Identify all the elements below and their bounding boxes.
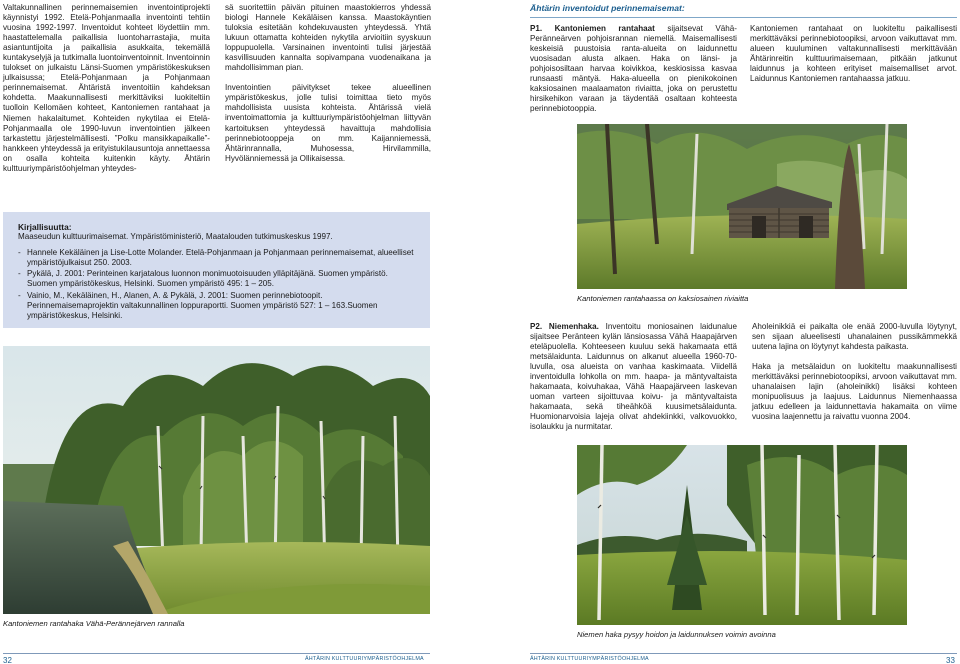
left-footer-title: ÄHTÄRIN KULTTUURIYMPÄRISTÖOHJELMA bbox=[305, 656, 424, 662]
literature-lead: Maaseudun kulttuurimaisemat. Ympäristöministeriö, Maatalouden tutkimuskeskus 1997. bbox=[18, 232, 333, 242]
left-footer-rule bbox=[3, 653, 430, 654]
left-column-2-text bbox=[225, 3, 431, 164]
p2-column-2 bbox=[752, 322, 957, 422]
section-heading: Ähtärin inventoidut perinnemaisemat: bbox=[530, 3, 685, 13]
right-footer-title: ÄHTÄRIN KULTTUURIYMPÄRISTÖOHJELMA bbox=[530, 656, 649, 662]
p2-col2-paragraph-1: Aholeinikkiä ei paikalta ole enää 2000-luvulla löytynyt, sen sijaan alueelisesti uhanalainen pussikämmekkä uutena lajina on löytynyt kahdesta paikasta. bbox=[752, 322, 957, 352]
p1-paragraph bbox=[530, 24, 737, 114]
p1-label: P1. Kantoniemen rantahaat bbox=[530, 24, 655, 33]
literature-item: - Pykälä, J. 2001: Perinteinen karjatalous luonnon monimuotoisuuden ylläpitäjänä. Suomen ympäristö. Suomen ympäristökeskus, Helsinki. Suomen ympäristö 495: 1 – 205. bbox=[18, 269, 415, 289]
section-heading-rule bbox=[530, 17, 957, 18]
open-pasture-photo-caption: Niemen haka pysyy hoidon ja laidunnuksen voimin avoinna bbox=[577, 630, 776, 639]
p1-column-2 bbox=[750, 24, 957, 84]
left-page-number: 32 bbox=[3, 656, 12, 664]
p1-text: sijaitsevat Vähä-Peränneärven pohjoisrannan niemellä. Maisemallisesti keskeisiä puustoisia ranta-alueita on laidunnettu vuosisadan alusta alkaen. Haka on länsi- ja pohjoisosiltaan harvaa koivikkoa, keskiosissa kasvaa runsaasti mäntyä. Haka-alueella on pienikokoinen kaksiosainen maalaamaton riviaitta, joka on perustettu hirsikehikon varaan ja täydentää osaltaan kohteesta perinnebiotooppia. bbox=[530, 24, 737, 114]
p1-col2-paragraph: Kantoniemen rantahaat on luokiteltu paikallisesti merkittäväksi perinnebiotoopiksi, arvoon vaikuttavat mm. alueen kuuluminen valtakunnallisesti merkittävään Ähtärinreitin kulttuurimaisemaan, pitkään jatkunut laidunnus ja kohteen erityiset maisemalliset arvot. Laidunnus Kantoniemen rantahaassa jatkuu. bbox=[750, 24, 957, 84]
literature-list bbox=[18, 248, 415, 321]
lakeside-photo-caption: Kantoniemen rantahaka Vähä-Perännejärven rannalla bbox=[3, 619, 185, 628]
p1-column-1 bbox=[530, 24, 737, 114]
right-page-number: 33 bbox=[946, 656, 955, 664]
literature-item: - Hannele Kekäläinen ja Lise-Lotte Molander. Etelä-Pohjanmaan ja Pohjanmaan perinnemaisemat, alueelliset ympäristöjulkaisut 250. 2003. bbox=[18, 248, 415, 268]
left-col2-paragraph-1: sä suoritettiin päivän pituinen maastokierros yhdessä biologi Hannele Kekäläisen kanssa. Maastokäyntien tuloksia esitetään kohdekuvausten yhteydessä. Yhtä lukuun ottamatta kohteiden nykytila arvioitiin syyskuun loppupuolella. Varsinainen inventointi tulisi järjestää kasvillisuuden kannalta sopivampana vuodenaikana ja mahdollisimman pian. bbox=[225, 3, 431, 73]
right-footer-rule bbox=[530, 653, 957, 654]
p2-text: Inventoitu moniosainen laidunalue sijaitsee Peränteen kylän länsiosassa Vähä Haapajärven eteläpuolella. Kohteeseen kuuluu sekä hakamaata että metsälaiduntа. Laidunnus on alkanut alueella 1960-70-luvulla, osa alueista on vanhaa kaskimaata. Viidellä inventoidulla lohkolla on mm. haapa- ja mäntyvaltaista hakamaata, koivuhakaa, Vähä Haapajärveen laskevan uoman varteen sijoittuvaa koivu- ja mäntyvaltaista hakamaata, sekä tiheähköä kuusimetsälaidunta. Huomionarvoisia lajeja olivat ahdekiinkki, valkovuokko, isolaukku ja nurmitatar. bbox=[530, 322, 737, 432]
left-col1-paragraph: Valtakunnallinen perinnemaisemien inventointiprojekti käynnistyi 1992. Etelä-Pohjanmaalla inventointi tehtiin vuosina 1992-1997. Inventoidut kohteet löydettiin mm. haastattelemalla paikallisia luontoharrastajia, muita asiantuntijoita ja paikallisia asukkaita, tekemällä kuntakyselyjä ja tutkimalla luontoinventoinnit. Inventoinnin tulokset on julkaistu Länsi-Suomen ympäristökeskuksen julkaisussa; Etelä-Pohjanmaan ja Pohjanmaan perinnemaisemat. Ähtäristä inventoitiin kahdeksan kohdetta. Maakunnallisesti merkittäviksi luokiteltiin tuolloin Kellomäen kohteet, Kantoniemen rantahaat ja Niemen hakalaitumet. Kohteiden nykytilaa ei Etelä-Pohjanmaalla ole 1990-luvun inventointien jälkeen tarkastettu järjestelmällisesti. ”Polku mansikkapaikalle”-hankkeen yhteydessä ja erityistukilausuntoja annettaessa on osalla kohteita kuitenkin käyty. Ähtärin kulttuuriympäristöohjelman yhteydes- bbox=[3, 3, 210, 173]
open-pasture-photo bbox=[577, 445, 907, 625]
p2-label: P2. Niemenhaka. bbox=[530, 322, 599, 331]
p2-column-1 bbox=[530, 322, 737, 433]
left-col2-paragraph-2: Inventointien päivitykset tekee alueellinen ympäristökeskus, jolle tulisi toimittaa tieto myös mahdollisista uusista kohteista. Ähtärissä vielä inventoimattomia ja kulttuuriympäristöohjelman liittyvän kartoituksen yhteydessä havaittuja mahdollisia perinnebiotooppeja on mm. Kaijanniemessä, Ähtärinrannalla, Muhosessa, Hirvilammilla, Hyvölänniemessä ja Ollikaisessa. bbox=[225, 83, 431, 163]
literature-box bbox=[3, 212, 430, 328]
p2-paragraph bbox=[530, 322, 737, 433]
literature-title: Kirjallisuutta: bbox=[18, 222, 72, 232]
left-column-1-text bbox=[3, 3, 210, 174]
storehouse-photo-caption: Kantoniemen rantahaassa on kaksiosainen riviaitta bbox=[577, 294, 749, 303]
lakeside-pasture-photo bbox=[3, 346, 430, 614]
storehouse-pasture-photo bbox=[577, 124, 907, 289]
literature-item: - Vainio, M., Kekäläinen, H., Alanen, A. & Pykälä, J. 2001: Suomen perinnebiotoopit. Perinnemaisemaprojektin valtakunnallinen loppuraportti. Suomen ympäristö 527: 1 – 163.Suomen ympäristökeskus, Helsinki. bbox=[18, 291, 415, 321]
p2-col2-paragraph-2: Haka ja metsälaidun on luokiteltu maakunnallisesti merkittäväksi perinnebiotoopiksi, arvoon vaikuttavat mm. uhanalaisen lajin (aholeinikki) lisäksi kohteen monipuolisuus ja laajuus. Laidunnus Niemenhaassa jatkuu edelleen ja laidunnettavia hakamaita on viime vuosina laajennettu ja raivattu vuonna 2004. bbox=[752, 362, 957, 422]
